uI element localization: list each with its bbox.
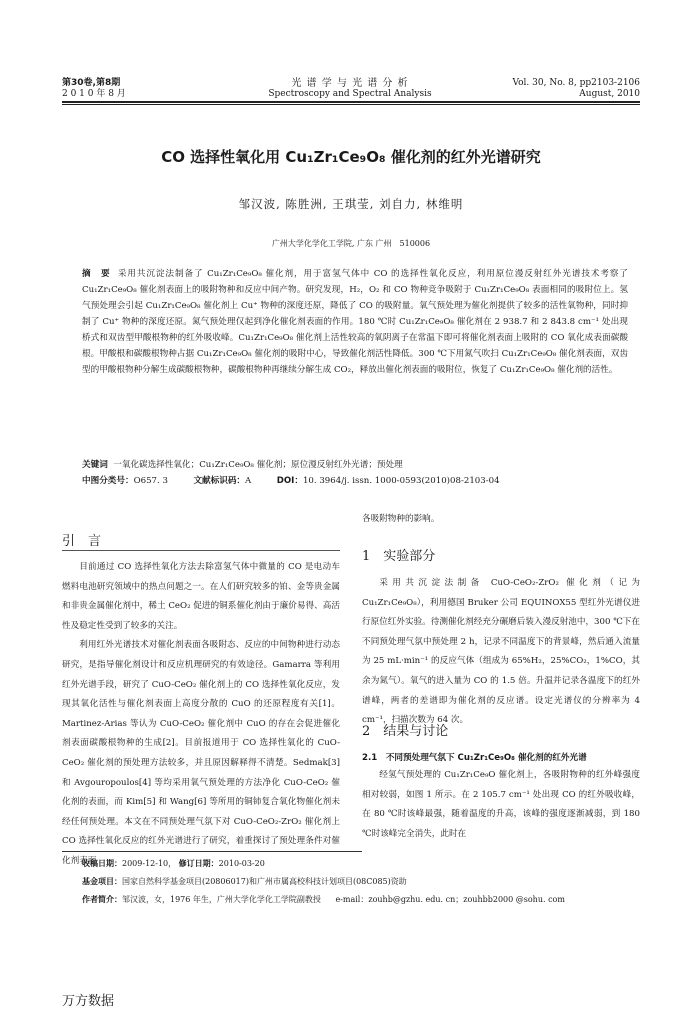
abstract <box>82 266 628 378</box>
experimental-paragraph: 采用共沉淀法制备 CuO-CeO₂-ZrO₂ 催化剂（记为 Cu₁Zr₁Ce₉O₈），利用德国 Bruker 公司 EQUINOX55 型红外光谱仪进行原位红外实验。待测催化剂经充分碾磨后装入漫反射池中，300 ℃下在不同预处理气氛中预处理 2 h，记录不同温度下的背景峰，然后通入流量为 25 mL·min⁻¹ 的反应气体（组成为 65%H₂，25%CO₂，1%CO，其余为氮气）。氧气的进入量为 CO 的 1.5 倍。升温并记录各温度下的红外谱峰，两者的差谱即为催化剂的反应谱。设定光谱仪的分辨率为 4 cm⁻¹，扫描次数为 64 次。 <box>362 578 640 726</box>
abstract-text: 采用共沉淀法制备了 Cu₁Zr₁Ce₉O₈ 催化剂，用于富氢气体中 CO 的选择性氧化反应，利用原位漫反射红外光谱技术考察了 Cu₁Zr₁Ce₉O₈ 催化剂表面上的吸附物种和反应中间产物。研究发现，H₂，O₂ 和 CO 物种竞争吸附于 Cu₁Zr₁Ce₉O₈ 表面相同的吸附位上。氢气预处理会引起 Cu₁Zr₁Ce₉O₈ 催化剂上 Cu⁺ 物种的深度还原，降低了 CO 的吸附量。氧气预处理为催化剂提供了较多的活性氧物种，同时抑制了 Cu⁺ 物种的深度还原。氮气预处理仅起到净化催化剂表面的作用。180 ℃时 Cu₁Zr₁Ce₉O₈ 催化剂在 2 938.7 和 2 843.8 cm⁻¹ 处出现桥式和双齿型甲酸根物种的红外吸收峰。Cu₁Zr₁Ce₉O₈ 催化剂上活性较高的氧阴离子在常温下即可将催化剂表面上吸附的 CO 氧化成表面碳酸根。甲酸根和碳酸根物种占据 Cu₁Zr₁Ce₉O₈ 催化剂的吸附中心，导致催化剂活性降低。300 ℃下用氮气吹扫 Cu₁Zr₁Ce₉O₈ 催化剂表面，双齿型的甲酸根物种分解生成碳酸根物种，碳酸根物种再继续分解生成 CO₂，释放出催化剂表面的吸附位，恢复了 Cu₁Zr₁Ce₉O₈ 催化剂的活性。 <box>82 269 628 375</box>
journal-name-cn: 光 谱 学 与 光 谱 分 析 <box>291 78 409 89</box>
intro-paragraph: 利用红外光谱技术对催化剂表面各吸附态、反应的中间物种进行动态研究，是指导催化剂设计和反应机理研究的有效途径。Gamarra 等利用红外光谱手段，研究了 CuO-CeO₂ 催化剂上的 CO 选择性氧化反应，发现其氧化活性与催化剂表面上高度分散的 CuO 的还原程度有关[1]。Martinez-Arias 等认为 CuO-CeO₂ 催化剂中 CuO 的存在会促进催化剂表面碳酸根物种的生成[2]。目前报道用于 CO 选择性氧化的 CuO-CeO₂ 催化剂的预处理方法较多，并且原因解释得不清楚。Sedmak[3] 和 Avgouropoulos[4] 等均采用氧气预处理的方法净化 CuO-CeO₂ 催化剂的表面，而 Kim[5] 和 Wang[6] 等所用的铜铈复合氧化物催化剂未经任何预处理。本文在不同预处理气氛下对 CuO-CeO₂-ZrO₂ 催化剂上 CO 选择性氧化反应的红外光谱进行了研究，着重探讨了预处理条件对催化剂表面 <box>62 640 340 866</box>
volume-en <box>440 78 640 100</box>
intro-paragraph: 目前通过 CO 选择性氧化方法去除富氢气体中微量的 CO 是电动车燃料电池研究领域中的热点问题之一。在人们研究较多的铂、金等贵金属和非贵金属催化剂中，稀土 CeO₂ 促进的铜系催化剂由于廉价易得、高活性及稳定性受到了较多的关注。 <box>62 562 340 631</box>
abstract-label: 摘 要 <box>82 269 111 279</box>
footnote-dates: 收稿日期：2009-12-10， 修订日期：2010-03-20 <box>82 859 265 868</box>
clc-code: O657. 3 <box>133 476 168 486</box>
wanfang-watermark: 万方数据 <box>62 994 115 1009</box>
doc-code: A <box>245 476 252 486</box>
revised-label: 修订日期： <box>178 859 219 868</box>
fund-text: 国家自然科学基金项目(20806017)和广州市属高校科技计划项目(08C085)资助 <box>122 877 407 886</box>
volume-issue <box>62 78 126 100</box>
intro-heading-rule <box>62 550 340 551</box>
doi: 10. 3964/j. issn. 1000-0593(2010)08-2103-04 <box>302 476 500 486</box>
footnote-fund <box>82 874 642 889</box>
intro-body <box>62 558 340 872</box>
results-body <box>362 766 640 844</box>
paper-title: CO 选择性氧化用 Cu₁Zr₁Ce₉O₈ 催化剂的红外光谱研究 <box>161 148 541 166</box>
date-en: August, 2010 <box>579 89 640 99</box>
received-date: 2009-12-10 <box>122 859 169 868</box>
doc-code-label: 文献标识码： <box>193 476 246 486</box>
affiliation: 广州大学化学化工学院, 广东 广州 510006 <box>271 239 431 248</box>
clc-label: 中图分类号： <box>82 476 134 486</box>
received-label: 收稿日期： <box>82 859 122 868</box>
header-rule-thin <box>62 104 640 105</box>
fund-label: 基金项目： <box>82 877 122 886</box>
doi-label: DOI： <box>276 476 303 486</box>
section-1-heading: 1 实验部分 <box>362 549 436 564</box>
bio-text: 邹汉波，女，1976 年生，广州大学化学化工学院副教授 <box>122 895 321 904</box>
volume-issue-cn: 第30卷,第8期 <box>62 78 121 88</box>
volume-pages-en: Vol. 30, No. 8, pp2103-2106 <box>512 78 640 88</box>
section-2-heading: 2 结果与讨论 <box>362 724 449 739</box>
header-rule <box>62 101 640 103</box>
keywords-label: 关键词 <box>82 460 108 470</box>
keywords <box>82 457 628 473</box>
right-column-continuation: 各吸附物种的影响。 <box>362 514 440 524</box>
journal-name-en: Spectroscopy and Spectral Analysis <box>268 89 432 99</box>
experimental-body <box>362 574 640 731</box>
classification <box>82 473 628 489</box>
bio-label: 作者简介： <box>82 895 122 904</box>
footnote-author-bio <box>82 892 642 907</box>
date-cn: 2 0 1 0 年 8 月 <box>62 89 126 99</box>
results-paragraph: 经氢气预处理的 Cu₁Zr₁Ce₉O 催化剂上，各吸附物种的红外峰强度相对较弱，如图 1 所示。在 2 105.7 cm⁻¹ 处出现 CO 的红外吸收峰，在 80 ℃时该峰最强，随着温度的升高，该峰的强度逐渐减弱，到 180 ℃时该峰完全消失，此时在 <box>362 770 640 839</box>
keywords-text: 一氧化碳选择性氧化；Cu₁Zr₁Ce₉O₈ 催化剂；原位漫反射红外光谱；预处理 <box>113 460 403 470</box>
section-intro-heading: 引 言 <box>62 534 102 549</box>
author-list: 邹汉波, 陈胜洲, 王琪莹, 刘自力, 林维明 <box>238 197 464 211</box>
footnote-rule <box>62 851 362 852</box>
subsection-2-1-heading: 2.1 不同预处理气氛下 Cu₁Zr₁Ce₉O₈ 催化剂的红外光谱 <box>362 753 587 763</box>
revised-date: 2010-03-20 <box>218 859 265 868</box>
author-email: e-mail：zouhb@gzhu. edu. cn；zouhbb2000 @sohu. com <box>335 895 565 904</box>
